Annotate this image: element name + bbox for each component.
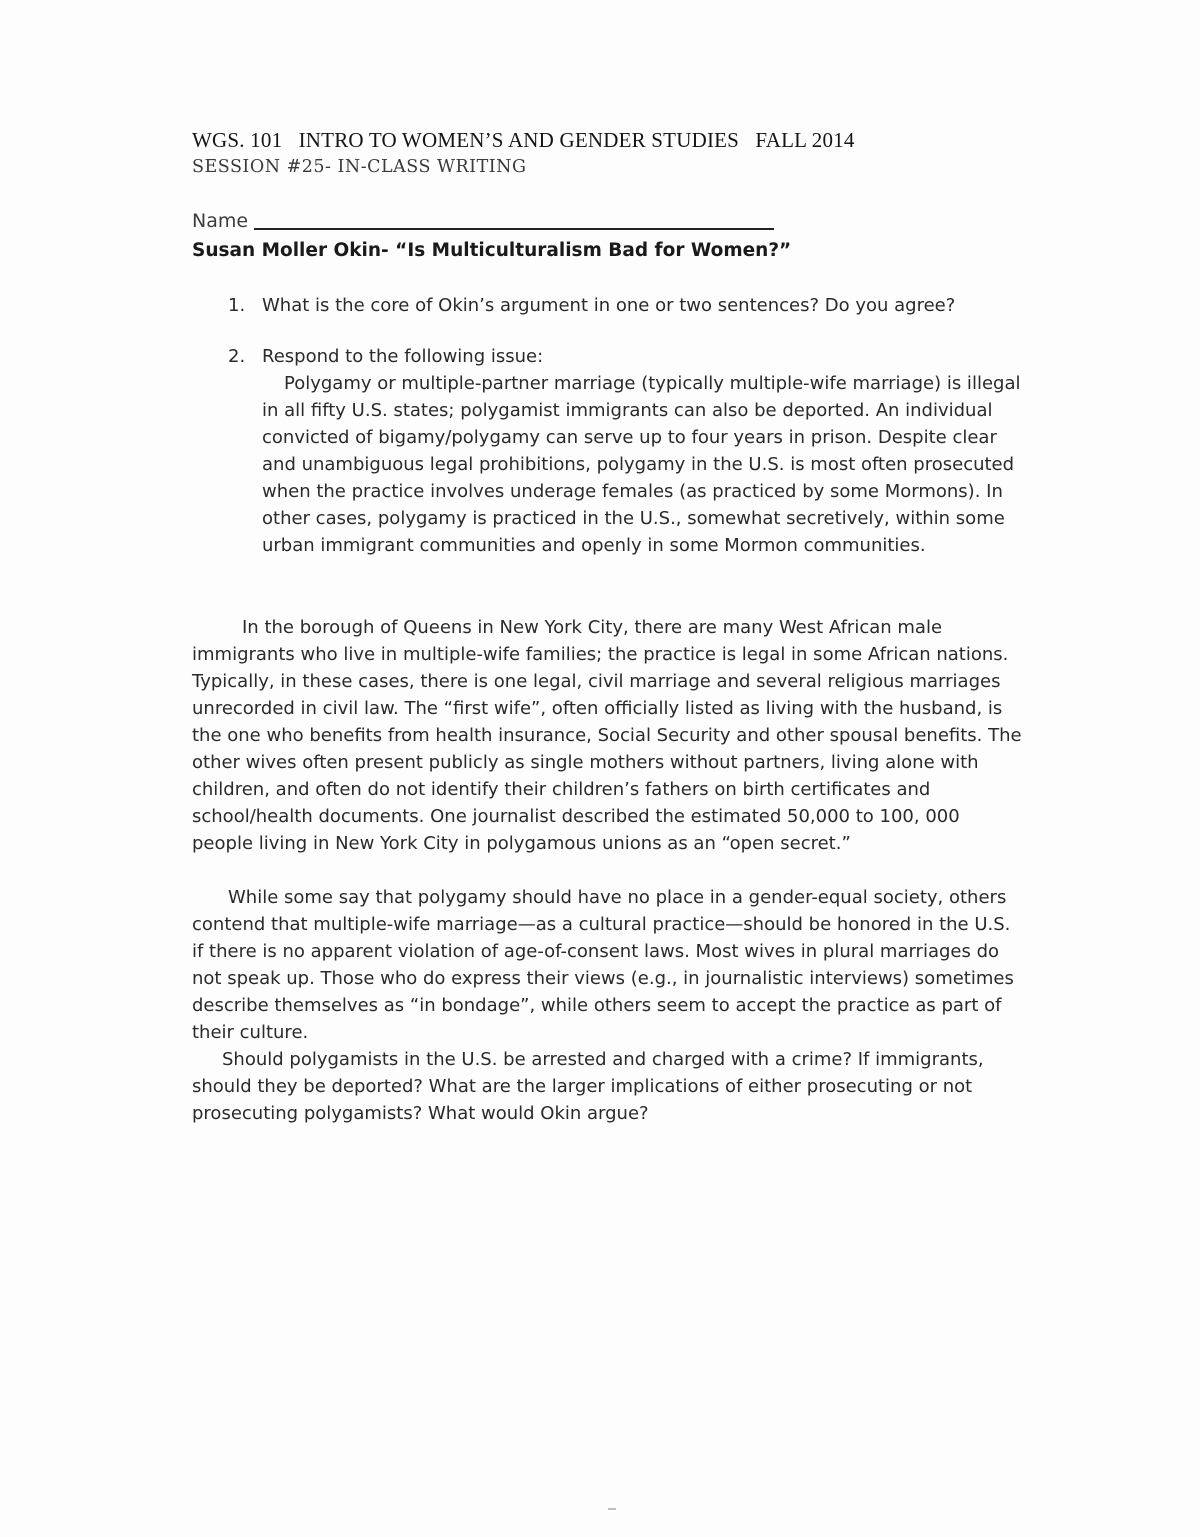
reading-title: Susan Moller Okin- “Is Multiculturalism Bad for Women?” — [192, 240, 792, 261]
name-blank-line — [254, 228, 774, 230]
issue-description: Polygamy or multiple-partner marriage (typically multiple-wife marriage) is illegal in all fifty U.S. states; polygamist immigrants can also be deported. An individual convicted of bigamy/polygamy can serve up to four years in prison. Despite clear and unambiguous legal prohibitions, polygamy in the U.S. is most often prosecuted when the practice involves underage females (as practiced by some Mormons). In other cases, polygamy is practiced in the U.S., somewhat secretively, within some urban immigrant communities and openly in some Mormon communities. — [262, 373, 1021, 556]
name-label: Name — [192, 210, 249, 232]
paragraph-prompt: Should polygamists in the U.S. be arrested and charged with a crime? If immigrants, should they be deported? What are the larger implications of either prosecuting or not prosecuting polygamists? What would Okin argue? — [192, 1049, 984, 1124]
question-number: 1. — [228, 295, 246, 316]
session-title: SESSION #25- IN-CLASS WRITING — [192, 157, 527, 177]
question-list — [228, 292, 1028, 583]
paragraph-queens: In the borough of Queens in New York City, there are many West African male immigrants who live in multiple-wife families; the practice is legal in some African nations. Typically, in these cases, there is one legal, civil marriage and several religious marriages unrecorded in civil law. The “first wife”, often officially listed as living with the husband, is the one who benefits from health insurance, Social Security and other spousal benefits. The other wives often present publicly as single mothers without partners, living alone with children, and often do not identify their children’s fathers on birth certificates and school/health documents. One journalist described the estimated 50,000 to 100, 000 people living in New York City in polygamous unions as an “open secret.” — [192, 617, 1022, 854]
question-text: What is the core of Okin’s argument in one or two sentences? Do you agree? — [262, 295, 956, 316]
question-1 — [228, 292, 1028, 319]
name-field — [192, 210, 792, 240]
question-2 — [228, 343, 1028, 559]
paragraph-debate: While some say that polygamy should have no place in a gender-equal society, others contend that multiple-wife marriage—as a cultural practice—should be honored in the U.S. if there is no apparent violation of age-of-consent laws. Most wives in plural marriages do not speak up. Those who do express their views (e.g., in journalistic interviews) sometimes describe themselves as “in bondage”, while others seem to accept the practice as part of their culture. — [192, 887, 1014, 1043]
course-title: WGS. 101 INTRO TO WOMEN’S AND GENDER STUDIES FALL 2014 — [192, 128, 855, 152]
question-number: 2. — [228, 346, 246, 367]
question-text: Respond to the following issue: — [262, 346, 544, 367]
scan-mark — [608, 1508, 616, 1510]
